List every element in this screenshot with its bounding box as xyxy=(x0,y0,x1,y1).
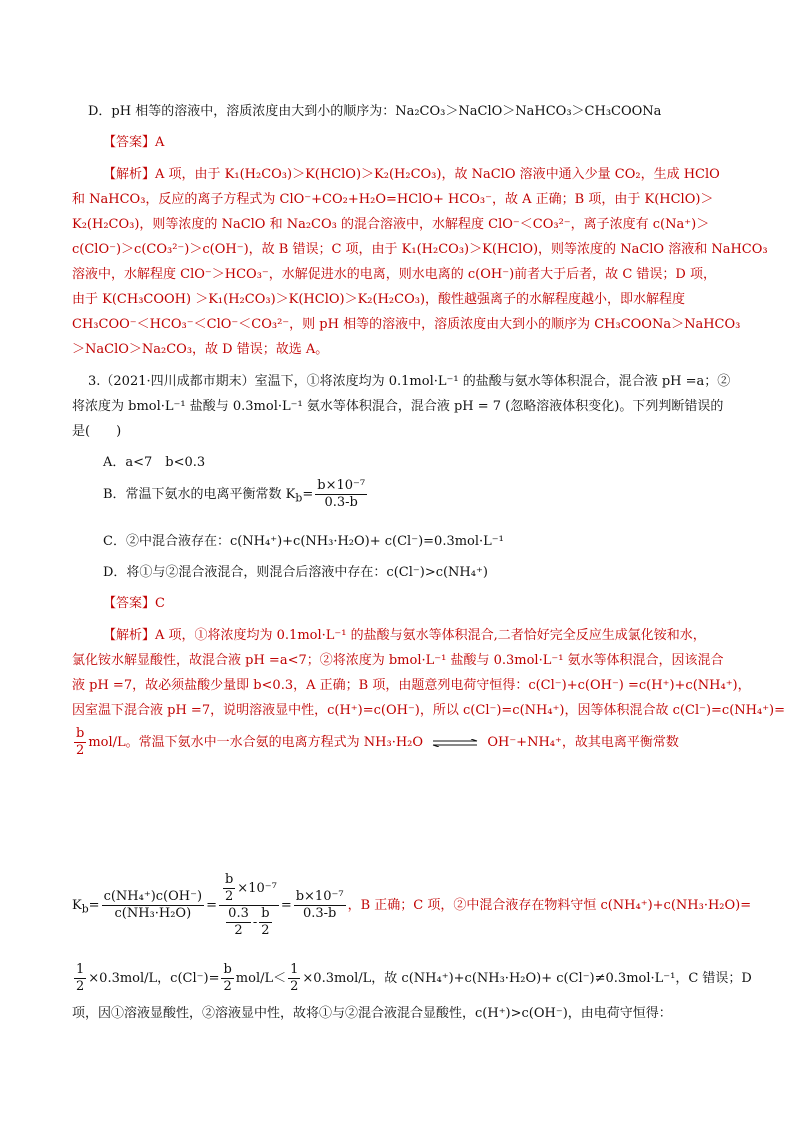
frac-num: b xyxy=(76,726,85,741)
q3-stem-line-3: 是( ) xyxy=(72,424,122,439)
frac-num: b xyxy=(223,962,232,977)
q3-analysis-line-3: 液 pH =7，故必须盐酸少量即 b<0.3，A 正确；B 项，由题意列电荷守恒得：c(Cl⁻)+c(OH⁻) =c(H⁺)+c(NH₄⁺)， xyxy=(72,678,751,693)
q3-kb-formula: $K_b=$ $\frac{\text{c(NH₄⁺)c(OH⁻)}}{\text{c(NH₃·H₂O)}}$ = $\frac{b}{2}$ ×10⁻⁷ $\frac{0.3}{2}$ - $\frac{b}{2}$ = $\frac{\text{b×10⁻⁷}}{0.3-b}$ ，B 正确；C 项，②中混合液存在物料守恒 c(NH₄⁺)+c(NH₃·H₂O)= xyxy=(72,872,752,938)
frac-num: b xyxy=(261,906,270,921)
line7-mid: mol/L＜ xyxy=(235,971,287,986)
frac-den: 2 xyxy=(261,923,270,938)
kb-tail: ，B 正确；C 项，②中混合液存在物料守恒 c(NH₄⁺)+c(NH₃·H₂O)= xyxy=(347,898,752,913)
frac-num: 1 xyxy=(76,962,85,977)
q3-option-b-sub: b xyxy=(295,491,303,505)
kb-frac2-inner-num xyxy=(223,872,235,905)
frac-den: 2 xyxy=(290,979,299,994)
kb-frac1-den: c(NH₃·H₂O) xyxy=(114,906,192,921)
q3-line5-tail: OH⁻+NH₄⁺，故其电离平衡常数 xyxy=(487,735,679,750)
q3-analysis-line-8: 项，因①溶液显酸性，②溶液显中性，故将①与②混合液混合显酸性，c(H⁺)>c(OH⁻)，由电荷守恒得： xyxy=(72,1006,672,1021)
frac-den: 2 xyxy=(223,979,232,994)
kb-frac2-den: $\frac{0.3}{2}$ - $\frac{b}{2}$ xyxy=(228,906,270,938)
q3-analysis-line-4: 因室温下混合液 pH =7，说明溶液显中性，c(H⁺)=c(OH⁻)，所以 c(Cl⁻)=c(NH₄⁺)，因等体积混合故 c(Cl⁻)=c(NH₄⁺)= xyxy=(72,703,786,718)
line7-frac-1 xyxy=(74,962,86,995)
prev-analysis-line-8: ＞NaClO＞Na₂CO₃，故 D 错误；故选 A。 xyxy=(72,342,329,357)
q3-option-b: B．常温下氨水的电离平衡常数 $K_b=$ $\frac{\text{b×10⁻⁷}}{0.3-b}$ xyxy=(103,478,366,510)
q3-analysis-line-5 xyxy=(72,726,679,759)
kb-frac1-num: c(NH₄⁺)c(OH⁻) xyxy=(103,889,203,904)
q3-stem-line-1: 3.（2021·四川成都市期末）室温下，①将浓度均为 0.1mol·L⁻¹ 的盐酸与氨水等体积混合，混合液 pH =a；② xyxy=(88,374,731,389)
prev-analysis-line-1: 【解析】A 项，由于 K₁(H₂CO₃)＞K(HClO)＞K₂(H₂CO₃)，故 NaClO 溶液中通入少量 CO₂，生成 HClO xyxy=(103,167,720,182)
kb-sub: b xyxy=(81,902,89,916)
q3-stem-line-2: 将浓度为 bmol·L⁻¹ 盐酸与 0.3mol·L⁻¹ 氨水等体积混合，混合液 pH = 7 (忽略溶液体积变化)。下列判断错误的 xyxy=(72,399,724,414)
prev-analysis-line-6: 由于 K(CH₃COOH) ＞K₁(H₂CO₃)＞K(HClO)＞K₂(H₂CO₃)，酸性越强离子的水解程度越小，即水解程度 xyxy=(72,292,686,307)
q3-option-d: D．将①与②混合液混合，则混合后溶液中存在：c(Cl⁻)>c(NH₄⁺) xyxy=(103,565,488,580)
prev-analysis-line-5: 溶液中，水解程度 ClO⁻＞HCO₃⁻，水解促进水的电离，则水电离的 c(OH⁻)前者大于后者，故 C 错误；D 项， xyxy=(72,267,716,282)
kb-frac2-exp: ×10⁻⁷ xyxy=(237,881,277,896)
frac-den: 2 xyxy=(224,889,234,904)
q3-option-b-num: b×10⁻⁷ xyxy=(317,478,366,493)
line7-tail: ×0.3mol/L，故 c(NH₄⁺)+c(NH₃·H₂O)+ c(Cl⁻)≠0.3mol·L⁻¹，C 错误；D xyxy=(302,971,752,986)
q3-answer: 【答案】C xyxy=(103,596,165,611)
q3-analysis-line-2: 氯化铵水解显酸性，故混合液 pH =a<7；②将浓度为 bmol·L⁻¹ 盐酸与 0.3mol·L⁻¹ 氨水等体积混合，因该混合 xyxy=(72,653,724,668)
prev-answer: 【答案】A xyxy=(103,135,165,150)
prev-analysis-line-7: CH₃COO⁻＜HCO₃⁻＜ClO⁻＜CO₃²⁻，则 pH 相等的溶液中，溶质浓度由大到小的顺序为 CH₃COONa＞NaHCO₃ xyxy=(72,317,741,332)
q3-analysis-line-7 xyxy=(72,962,752,995)
kb-frac3-den: 0.3-b xyxy=(302,906,337,921)
kb-frac2-inner-den-a xyxy=(226,906,251,939)
q3-option-b-den: 0.3-b xyxy=(324,495,358,510)
kb-frac3-num: b×10⁻⁷ xyxy=(295,889,344,904)
kb-symbol: K xyxy=(72,898,82,913)
prev-option-d: D．pH 相等的溶液中，溶质浓度由大到小的顺序为：Na₂CO₃＞NaClO＞NaHCO₃＞CH₃COONa xyxy=(88,104,662,119)
prev-analysis-line-3: K₂(H₂CO₃)，则等浓度的 NaClO 和 Na₂CO₃ 的混合溶液中，水解程度 ClO⁻＜CO₃²⁻，离子浓度有 c(Na⁺)＞ xyxy=(72,217,710,232)
q3-analysis-line-1: 【解析】A 项，①将浓度均为 0.1mol·L⁻¹ 的盐酸与氨水等体积混合,二者恰好完全反应生成氯化铵和水， xyxy=(103,628,706,643)
equilibrium-arrow-icon xyxy=(431,739,479,747)
kb-fraction-1 xyxy=(102,889,205,922)
frac-den: 2 xyxy=(234,923,243,938)
line7-frac-3 xyxy=(288,962,300,995)
kb-frac2-num xyxy=(219,872,279,906)
q3-option-b-fraction xyxy=(315,478,367,511)
kb-frac2-inner-den-b xyxy=(259,906,271,939)
frac-den: 2 xyxy=(76,979,85,994)
q3-option-c: C．②中混合液存在：c(NH₄⁺)+c(NH₃·H₂O)+ c(Cl⁻)=0.3mol·L⁻¹ xyxy=(103,534,504,549)
kb-fraction-3 xyxy=(294,889,346,922)
q3-line5-text: mol/L。常温下氨水中一水合氨的电离方程式为 NH₃·H₂O xyxy=(88,735,424,750)
kb-fraction-2 xyxy=(219,872,279,939)
line7-after: ×0.3mol/L，c(Cl⁻)= xyxy=(88,971,220,986)
frac-num: 0.3 xyxy=(228,906,249,921)
frac-num: 1 xyxy=(290,962,299,977)
q3-b-over-2-fraction xyxy=(74,726,86,759)
frac-den: 2 xyxy=(76,743,85,758)
frac-num: b xyxy=(224,872,234,887)
line7-frac-2 xyxy=(221,962,233,995)
q3-option-a: A．a<7 b<0.3 xyxy=(103,455,206,470)
prev-analysis-line-2: 和 NaHCO₃，反应的离子方程式为 ClO⁻+CO₂+H₂O=HClO+ HCO₃⁻，故 A 正确；B 项，由于 K(HClO)＞ xyxy=(72,192,714,207)
q3-option-b-prefix: B．常温下氨水的电离平衡常数 K xyxy=(103,487,296,502)
prev-analysis-line-4: c(ClO⁻)＞c(CO₃²⁻)＞c(OH⁻)，故 B 错误；C 项，由于 K₁(H₂CO₃)＞K(HClO)，则等浓度的 NaClO 溶液和 NaHCO₃ xyxy=(72,242,768,257)
